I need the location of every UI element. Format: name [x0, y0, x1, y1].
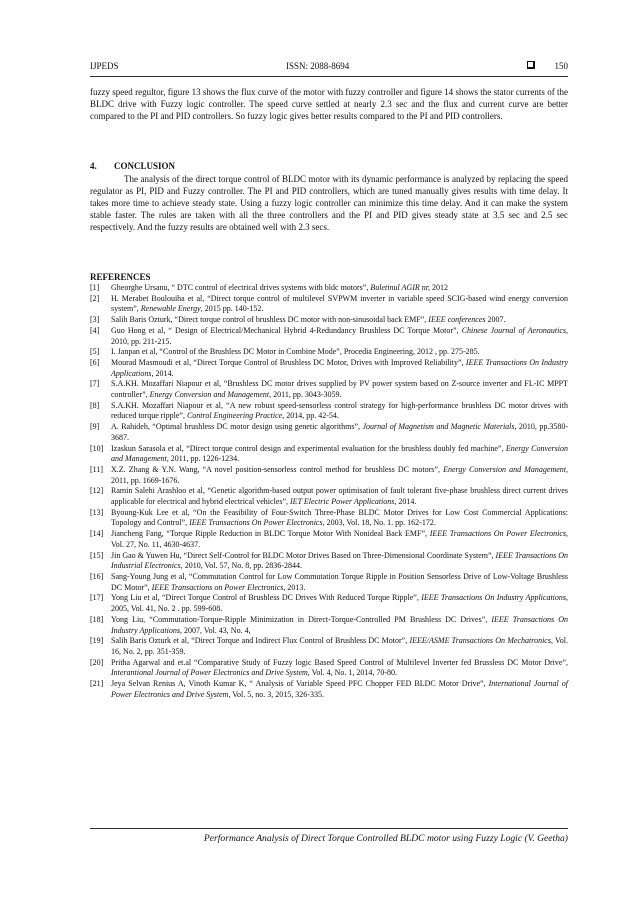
- reference-text: H. Merabet Boulouiha et al, “Direct torque control of multilevel SVPWM inverter in variable speed SCIG-based wind energy conversion system”,: [111, 293, 568, 314]
- reference-venue: Buletinul AGIR nr,: [370, 283, 430, 292]
- reference-details: , 2010, pp.3580-3687.: [111, 422, 569, 442]
- reference-text: I. Janpan et al, “Control of the Brushless DC Motor in Combine Mode”, Procedia Engineering, 2012 , pp. 275-285.: [111, 347, 480, 357]
- section-title: CONCLUSION: [114, 161, 176, 171]
- reference-details: , 2014, pp. 42-54.: [282, 411, 339, 421]
- reference-details: , 2011, pp. 1669-1676.: [111, 464, 569, 485]
- reference-text: X.Z. Zhang & Y.N. Wang, “A novel position-sensorless control method for brushless DC motors”,: [111, 464, 440, 474]
- page-footer: Performance Analysis of Direct Torque Controlled BLDC motor using Fuzzy Logic (V. Geetha): [203, 833, 568, 844]
- reference-venue: IET Electric Power Applications: [290, 497, 395, 507]
- reference-venue: International Journal of Power Electronics and Drive System: [111, 679, 569, 699]
- reference-text: Izaskun Sarasola et al, “Direct torque control design and experimental evaluation for the brushless doubly fed machine”,: [111, 443, 504, 453]
- reference-item: [90, 679, 568, 700]
- reference-number: [15]: [90, 550, 104, 560]
- reference-venue: IEEE Transactions On Industry Applications: [111, 357, 569, 378]
- reference-item: [90, 636, 568, 657]
- header-divider: [90, 76, 568, 77]
- reference-text: Jeya Selvan Renius A, Vinoth Kumar K, “ Analysis of Variable Speed PFC Chopper FED BLDC Motor Drive”,: [111, 679, 486, 689]
- references-list: [90, 283, 568, 700]
- reference-number: [2]: [90, 293, 100, 303]
- reference-item: [90, 294, 568, 315]
- reference-text: Yong Liu et al, “Direct Torque Control of Brushless DC Drives With Reduced Torque Ripple”,: [111, 593, 419, 603]
- reference-details: , 2015 pp. 140-152.: [200, 304, 264, 314]
- reference-number: [10]: [90, 443, 104, 453]
- reference-text: Salih Baris Ozturk et al, “Direct Torque and Indirect Flux Control of Brushless DC Motor”,: [111, 636, 408, 646]
- reference-text: Salih Baris Ozturk, “Direct torque control of brushless DC motor with non-sinusoidal back EMF”,: [111, 315, 427, 325]
- reference-venue: IEEE conferences: [428, 315, 486, 325]
- reference-item: [90, 358, 568, 379]
- reference-details: 2012: [431, 283, 448, 292]
- reference-number: [16]: [90, 571, 104, 581]
- reference-text: Jin Gao & Yuwen Hu, “Direct Self-Control for BLDC Motor Drives Based on Three-Dimensional Coordinate System”,: [111, 550, 494, 560]
- issn-label: ISSN: 2088-8694: [286, 61, 350, 71]
- reference-number: [17]: [90, 593, 104, 603]
- reference-number: [12]: [90, 486, 104, 496]
- reference-venue: IEEE/ASME Transactions On Mechatronics: [409, 636, 551, 646]
- reference-details: , 2010, Vol. 57, No. 8, pp. 2836-2844.: [180, 561, 302, 571]
- reference-venue: Energy Conversion and Management: [443, 464, 567, 474]
- reference-details: , 2003, Vol. 18, No. 1. pp. 162-172.: [322, 518, 436, 528]
- reference-item: [90, 529, 568, 550]
- reference-number: [14]: [90, 529, 104, 539]
- reference-number: [5]: [90, 347, 100, 357]
- reference-item: [90, 465, 568, 486]
- page-number: 150: [554, 61, 568, 71]
- reference-text: Byoung-Kuk Lee et al, “On the Feasibility of Four-Switch Three-Phase BLDC Motor Drives for Low Cost Commercial Applications: Topology and Control”,: [111, 507, 568, 528]
- reference-item: [90, 551, 568, 572]
- reference-number: [18]: [90, 614, 104, 624]
- reference-venue: Energy Conversion and Management: [149, 390, 270, 400]
- reference-text: Pritha Agarwal and et.al “Comparative Study of Fuzzy logic Based Speed Control of Multilevel Inverter fed Brussless DC Motor Drive”,: [111, 657, 568, 667]
- reference-item: [90, 326, 568, 347]
- reference-details: 2007.: [487, 315, 506, 325]
- reference-number: [21]: [90, 679, 104, 689]
- reference-text: S.A.KH. Mozaffari Niapour et al, “A new robust speed-sensorless control strategy for high-performance brushless DC motor drives with reduced torque ripple”,: [111, 400, 568, 421]
- reference-number: [19]: [90, 636, 104, 646]
- reference-venue: Renewable Energy: [140, 304, 201, 314]
- reference-details: , Vol. 5, no. 3, 2015, 326-335.: [228, 689, 324, 699]
- reference-details: , 2014.: [151, 368, 174, 378]
- intro-paragraph: fuzzy speed regultor, figure 13 shows the flux curve of the motor with fuzzy controller and figure 14 shows the stator currents of the BLDC drive with Fuzzy logic controller. The speed curve settled at nearly 2.3 sec and the flux and current curve are better compared to the PI and PID controllers. So fuzzy logic gives better results compared to the PI and PID controllers.: [90, 87, 568, 121]
- reference-number: [20]: [90, 657, 104, 667]
- reference-item: [90, 444, 568, 465]
- reference-venue: IEEE Transactions On Power Electronics: [189, 518, 323, 528]
- reference-text: Jiancheng Fang, “Torque Ripple Reduction in BLDC Torque Motor With Nonideal Back EMF”,: [111, 529, 428, 539]
- reference-venue: IEEE Transactions On Power Electronics: [429, 529, 567, 539]
- reference-details: , 2007, Vol. 43, No. 4,: [179, 625, 251, 635]
- reference-text: Guo Hong et al, “ Design of Electrical/Mechanical Hybrid 4-Redundancy Brushless DC Torque Motor”,: [111, 325, 459, 335]
- reference-details: , Vol. 16, No. 2, pp. 351-359.: [111, 636, 569, 656]
- reference-venue: Chinese Journal of Aeronautics: [461, 325, 567, 335]
- reference-number: [1]: [90, 283, 100, 292]
- reference-number: [9]: [90, 422, 100, 432]
- reference-item: [90, 315, 568, 326]
- reference-venue: IEEE Transactions on Power Electronics: [151, 582, 284, 592]
- reference-venue: Energy Conversion and Management: [111, 443, 568, 464]
- reference-venue: Interantional Journal of Power Electronics and Drive System: [111, 668, 308, 678]
- reference-number: [8]: [90, 400, 100, 410]
- journal-name: IJPEDS: [90, 61, 119, 71]
- reference-details: , 2013.: [283, 582, 306, 592]
- page-header: [90, 59, 568, 73]
- reference-text: Gheorghe Ursanu, “ DTC control of electrical drives systems with bldc motors”,: [111, 283, 369, 292]
- reference-item: [90, 486, 568, 507]
- reference-details: , Vol. 4, No. 1, 2014, 70-80.: [307, 668, 398, 678]
- reference-item: [90, 379, 568, 400]
- reference-text: A. Rahideh, “Optimal brushless DC motor design using genetic algorithms”,: [111, 422, 361, 432]
- reference-item: [90, 508, 568, 529]
- reference-details: , 2011, pp. 3043-3059.: [269, 390, 342, 400]
- conclusion-paragraph: The analysis of the direct torque control of BLDC motor with its dynamic performance is analyzed by replacing the speed regulator as PI, PID and Fuzzy controller. The PI and PID controllers, which are tuned manually gives results with time delay. It takes more time to achieve steady state. Using a fuzzy logic controller can minimize this time delay. And it can make the system stable faster. The rules are taken with all the three controllers and the PI and PID gives steady state at 3.5 sec and 2.5 sec respectively. And the fuzzy results are obtained well with 2.3 secs.: [90, 174, 568, 232]
- section-heading: [90, 160, 568, 172]
- reference-number: [3]: [90, 315, 100, 325]
- reference-number: [13]: [90, 507, 104, 517]
- footer-divider: [90, 828, 568, 829]
- reference-text: S.A.KH. Mozaffari Niapour et al, “Brushless DC motor drives supplied by PV power system based on Z-source inverter and FL-IC MPPT controller”,: [111, 379, 568, 400]
- reference-details: , Vol. 27, No. 11, 4630-4637.: [111, 529, 569, 549]
- references-heading: REFERENCES: [90, 272, 151, 282]
- reference-text: Sang-Young Jung et al, “Commutation Control for Low Commutation Torque Ripple in Position Sensorless Drive of Low-Voltage Brushless DC Motor”,: [111, 571, 568, 592]
- reference-item: [90, 593, 568, 614]
- reference-text: Yong Liu, “Commutation-Torque-Ripple Minimization in Direct-Torque-Controlled PM Brushless DC Drives”,: [111, 614, 488, 624]
- reference-venue: Journal of Magnetism and Magnetic Materials: [362, 422, 515, 432]
- reference-venue: IEEE Transactions On Industry Applications: [111, 614, 569, 635]
- reference-item: [90, 658, 568, 679]
- checkbox-square-icon: [527, 61, 534, 68]
- reference-item: [90, 401, 568, 422]
- reference-number: [4]: [90, 325, 100, 335]
- section-number: 4.: [90, 161, 97, 171]
- reference-item: [90, 422, 568, 443]
- reference-details: , 2011, pp. 1226-1234.: [166, 454, 240, 464]
- reference-number: [11]: [90, 464, 104, 474]
- reference-venue: IEEE Transactions On Industry Applications: [421, 593, 567, 603]
- reference-item: [90, 615, 568, 636]
- reference-venue: Control Engineering Practice: [186, 411, 283, 421]
- reference-number: [7]: [90, 379, 100, 389]
- reference-venue: IEEE Transactions On Industrial Electronics: [111, 550, 569, 571]
- reference-text: Ramin Salehi Arashloo et al, “Genetic algorithm-based output power optimisation of fault tolerant five-phase brushless direct current drives applicable for electrical and hybrid electrical vehicles”,: [111, 486, 568, 507]
- reference-text: Mourad Masmoudi et al, “Direct Torque Control of Brushless DC Motor, Drives with Improved Reliability”,: [111, 357, 464, 367]
- reference-item: [90, 347, 568, 358]
- reference-details: , 2014.: [394, 497, 417, 507]
- reference-number: [6]: [90, 357, 100, 367]
- reference-item: [90, 283, 568, 294]
- reference-details: , 2005, Vol. 41, No. 2 . pp. 599-608.: [111, 593, 569, 614]
- reference-details: , 2010, pp. 211-215.: [111, 325, 569, 346]
- reference-item: [90, 572, 568, 593]
